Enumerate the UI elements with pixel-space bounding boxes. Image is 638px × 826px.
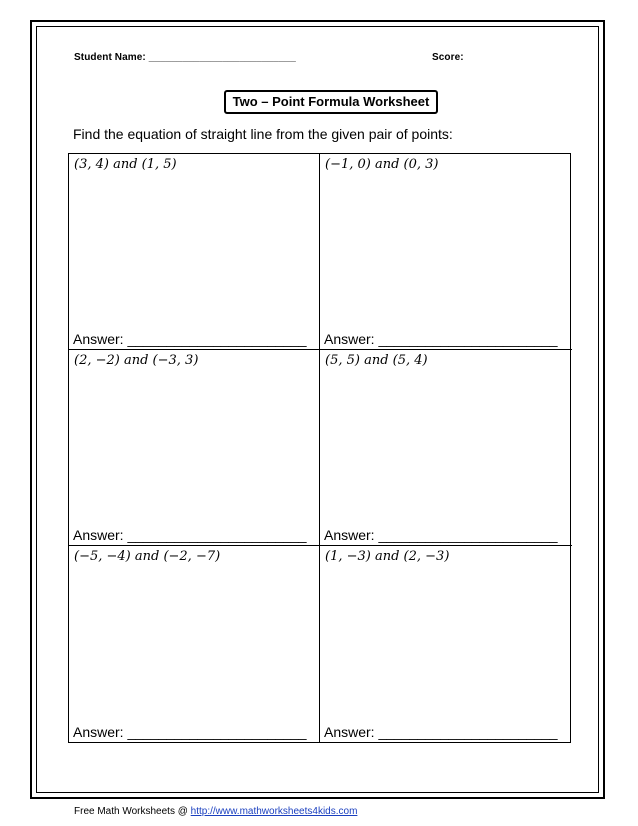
instructions: Find the equation of straight line from the given pair of points: <box>73 126 453 142</box>
score-label: Score: <box>432 52 464 63</box>
problem-points: (3, 4) and (1, 5) <box>74 157 177 172</box>
answer-line: Answer: _______________________ <box>73 331 307 347</box>
problem-points: (2, −2) and (−3, 3) <box>74 353 199 368</box>
answer-line: Answer: _______________________ <box>324 331 558 347</box>
problem-cell <box>69 546 320 742</box>
worksheet-title: Two – Point Formula Worksheet <box>224 90 438 114</box>
answer-line: Answer: _______________________ <box>73 724 307 740</box>
problem-cell <box>69 350 320 546</box>
problem-cell <box>320 546 572 742</box>
answer-line: Answer: _______________________ <box>324 527 558 543</box>
problem-cell <box>69 154 320 350</box>
problem-points: (1, −3) and (2, −3) <box>325 549 450 564</box>
problem-points: (5, 5) and (5, 4) <box>325 353 428 368</box>
problem-points: (−5, −4) and (−2, −7) <box>74 549 221 564</box>
footer-link[interactable]: http://www.mathworksheets4kids.com <box>190 806 358 817</box>
answer-line: Answer: _______________________ <box>324 724 558 740</box>
student-name-label: Student Name: __________________________ <box>74 52 296 63</box>
answer-line: Answer: _______________________ <box>73 527 307 543</box>
footer <box>74 806 357 817</box>
problem-cell <box>320 154 572 350</box>
problem-grid <box>68 153 571 743</box>
problem-cell <box>320 350 572 546</box>
problem-points: (−1, 0) and (0, 3) <box>325 157 439 172</box>
footer-text: Free Math Worksheets @ <box>74 806 191 817</box>
